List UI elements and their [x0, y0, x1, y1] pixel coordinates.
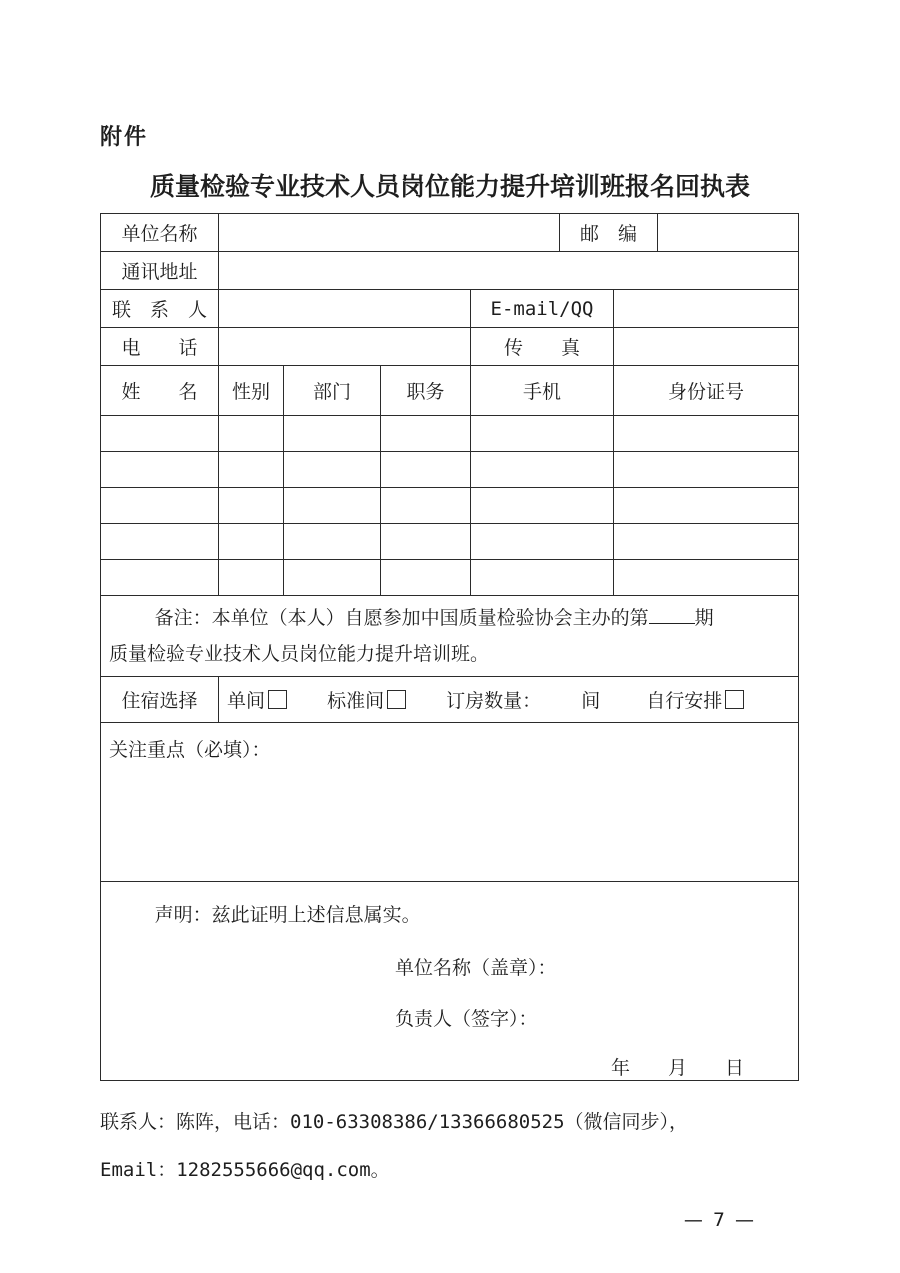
cell-name: [101, 560, 219, 596]
postcode-label: 邮 编: [560, 214, 658, 252]
self-arrange-checkbox-icon: [725, 690, 744, 709]
declaration-sign-line: 负责人（签字）：: [395, 1008, 538, 1030]
cell-position: [381, 488, 471, 524]
accommodation-row: [101, 677, 799, 723]
member-row: [101, 416, 799, 452]
footer-contact-line2: Email：1282555666@qq.com。: [100, 1159, 390, 1181]
email-qq-field: [614, 290, 799, 328]
fax-field: [614, 328, 799, 366]
email-qq-label: E-mail/QQ: [471, 290, 614, 328]
member-row: [101, 452, 799, 488]
remark-row: [101, 596, 799, 677]
cell-name: [101, 452, 219, 488]
booking-qty-unit: 间: [581, 690, 601, 712]
declaration-cell: [101, 882, 799, 1081]
unit-name-field: [219, 214, 560, 252]
remark-text-after: 期: [694, 607, 714, 629]
cell-department: [284, 452, 381, 488]
cell-gender: [219, 416, 284, 452]
remark-line2: 质量检验专业技术人员岗位能力提升培训班。: [109, 643, 490, 665]
self-arrange-label: 自行安排: [646, 690, 723, 712]
option-self-arrange: [646, 690, 744, 712]
cell-name: [101, 416, 219, 452]
cell-department: [284, 524, 381, 560]
header-name: 姓 名: [101, 366, 219, 416]
focus-label: 关注重点（必填）：: [109, 739, 271, 761]
cell-id-number: [614, 416, 799, 452]
row-contact: [101, 290, 799, 328]
focus-row: [101, 723, 799, 882]
phone-field: [219, 328, 471, 366]
footer-contact: [100, 1107, 800, 1185]
cell-position: [381, 416, 471, 452]
cell-gender: [219, 560, 284, 596]
document-page: [100, 0, 800, 1231]
row-unit-name: [101, 214, 799, 252]
standard-room-label: 标准间: [327, 690, 385, 712]
cell-mobile: [471, 488, 614, 524]
cell-department: [284, 560, 381, 596]
declaration-row: [101, 882, 799, 1081]
single-room-checkbox-icon: [268, 690, 287, 709]
header-mobile: 手机: [471, 366, 614, 416]
cell-mobile: [471, 524, 614, 560]
cell-department: [284, 416, 381, 452]
declaration-statement: 声明：兹此证明上述信息属实。: [154, 904, 421, 926]
fax-label: 传 真: [471, 328, 614, 366]
member-header-row: [101, 366, 799, 416]
standard-room-checkbox-icon: [387, 690, 406, 709]
single-room-label: 单间: [227, 690, 266, 712]
cell-id-number: [614, 452, 799, 488]
cell-position: [381, 524, 471, 560]
cell-id-number: [614, 488, 799, 524]
header-department: 部门: [284, 366, 381, 416]
option-standard-room: [327, 690, 406, 712]
cell-department: [284, 488, 381, 524]
address-label: 通讯地址: [101, 252, 219, 290]
cell-mobile: [471, 416, 614, 452]
cell-position: [381, 452, 471, 488]
attachment-label: 附件: [100, 125, 149, 150]
declaration-date-line: 年 月 日: [611, 1057, 745, 1079]
option-single-room: [227, 690, 287, 712]
unit-name-label: 单位名称: [101, 214, 219, 252]
row-address: [101, 252, 799, 290]
focus-cell: [101, 723, 799, 882]
remark-text-before: 备注：本单位（本人）自愿参加中国质量检验协会主办的第: [154, 607, 649, 629]
header-gender: 性别: [219, 366, 284, 416]
cell-id-number: [614, 560, 799, 596]
cell-mobile: [471, 560, 614, 596]
header-position: 职务: [381, 366, 471, 416]
cell-name: [101, 524, 219, 560]
cell-gender: [219, 452, 284, 488]
row-phone: [101, 328, 799, 366]
page-number: — 7 —: [683, 1209, 756, 1231]
declaration-seal-line: 单位名称（盖章）：: [395, 957, 557, 979]
postcode-field: [658, 214, 799, 252]
booking-qty-label: 订房数量：: [446, 690, 542, 712]
address-field: [219, 252, 799, 290]
cell-mobile: [471, 452, 614, 488]
registration-form-table: [100, 213, 799, 1081]
contact-label: 联 系 人: [101, 290, 219, 328]
cell-gender: [219, 524, 284, 560]
header-id-number: 身份证号: [614, 366, 799, 416]
cell-id-number: [614, 524, 799, 560]
remark-cell: [101, 596, 799, 677]
remark-blank-line: [649, 604, 695, 624]
remark-line1: [109, 600, 790, 636]
page-title: 质量检验专业技术人员岗位能力提升培训班报名回执表: [149, 172, 750, 201]
contact-field: [219, 290, 471, 328]
cell-gender: [219, 488, 284, 524]
member-row: [101, 560, 799, 596]
footer-contact-line1: 联系人：陈阵，电话：010-63308386/13366680525（微信同步），: [100, 1111, 689, 1133]
cell-name: [101, 488, 219, 524]
member-row: [101, 524, 799, 560]
member-row: [101, 488, 799, 524]
cell-position: [381, 560, 471, 596]
accommodation-label: 住宿选择: [101, 677, 219, 723]
phone-label: 电 话: [101, 328, 219, 366]
accommodation-options: [219, 677, 799, 723]
